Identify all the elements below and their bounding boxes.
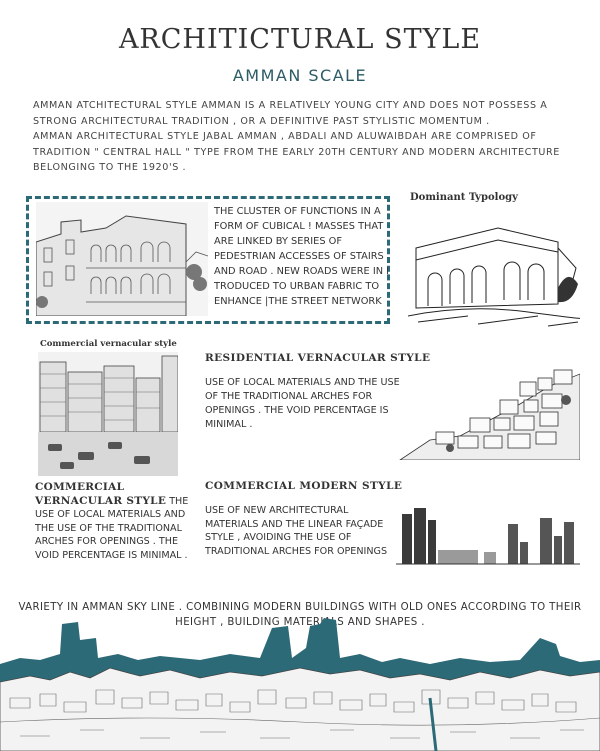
commercial-modern-text: USE OF NEW ARCHITECTURAL MATERIALS AND THE LINEAR FAÇADE STYLE , AVOIDING THE USE OF TRADITIONAL ARCHES FOR OPENINGS: [205, 505, 388, 557]
commercial-vernacular-sketch: [38, 352, 178, 476]
commercial-vernacular-text: THE USE OF LOCAL MATERIALS AND THE USE OF THE TRADITIONAL ARCHES FOR OPENINGS . THE VOID PERCENTAGE IS MINIMAL .: [35, 495, 189, 561]
cluster-description: THE CLUSTER OF FUNCTIONS IN A FORM OF CUBICAL ! MASSES THAT ARE LINKED BY SERIES OF PEDESTRIAN ACCESSES OF STAIRS AND ROAD . NEW ROADS WERE IN I TRODUCED TO URBAN FABRIC TO ENHANCE |THE STREET NETWORK: [214, 206, 390, 307]
dominant-typology-sketch: [408, 208, 580, 330]
commercial-vernacular-heading: COMMERCIAL VERNACULAR STYLE: [35, 481, 167, 507]
intro-paragraph-2: AMMAN ARCHITECTURAL STYLE JABAL AMMAN , ABDALI AND ALUWAIBDAH ARE COMPRISED OF TRADITION " CENTRAL HALL " TYPE FROM THE EARLY 20TH CENTURY AND MODERN ARCHITECTURE BELONGING TO THE 1920'S .: [33, 131, 560, 173]
intro-paragraph-1: AMMAN ATCHITECTURAL STYLE AMMAN IS A RELATIVELY YOUNG CITY AND DOES NOT POSSESS A STRONG ARCHITECTURAL TRADITION , OR A DEFINITIVE PAST STYLISTIC MOMENTUM .: [33, 100, 548, 127]
commercial-modern-sketch: [396, 502, 580, 568]
skyline-sketch: [0, 618, 600, 751]
residential-text: USE OF LOCAL MATERIALS AND THE USE OF THE TRADITIONAL ARCHES FOR OPENINGS . THE VOID PERCENTAGE IS MINIMAL .: [205, 377, 400, 430]
intro-text: [33, 98, 573, 176]
cluster-building-sketch: [36, 202, 208, 316]
residential-sketch: [390, 360, 580, 460]
page-title: ARCHITICTURAL STYLE: [118, 24, 482, 55]
commercial-vernacular-photo-label: Commercial vernacular style: [40, 339, 177, 349]
residential-heading: RESIDENTIAL VERNACULAR STYLE: [205, 352, 431, 364]
page-subtitle: AMMAN SCALE: [232, 66, 368, 85]
skyline-caption: VARIETY IN AMMAN SKY LINE . COMBINING MODERN BUILDINGS WITH OLD ONES ACCORDING TO THEIR HEIGHT , BUILDING MATERIALS AND SHAPES .: [18, 602, 582, 628]
commercial-vernacular-block: [35, 481, 200, 562]
dominant-typology-label: Dominant Typology: [410, 192, 518, 203]
commercial-modern-heading: COMMERCIAL MODERN STYLE: [205, 480, 403, 492]
